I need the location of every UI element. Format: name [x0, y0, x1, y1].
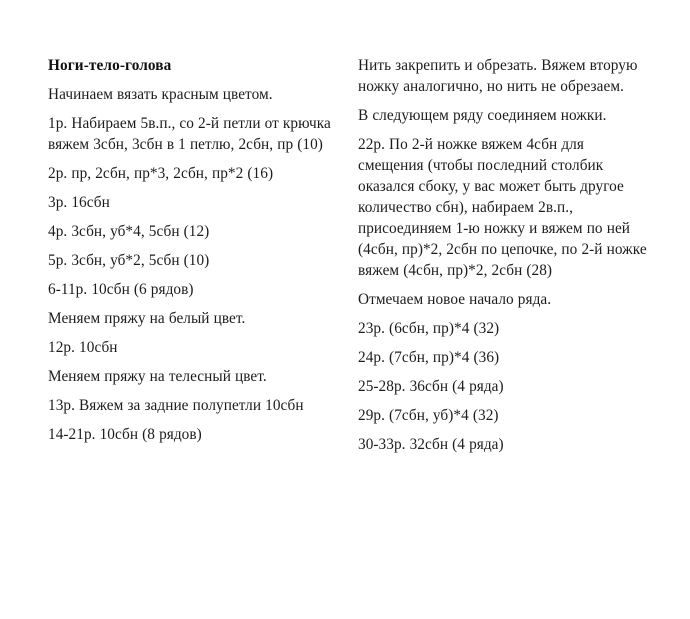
pattern-paragraph: 2р. пр, 2сбн, пр*3, 2сбн, пр*2 (16) [48, 165, 274, 182]
pattern-paragraph: Отмечаем новое начало ряда. [358, 291, 552, 308]
pattern-paragraph: Нить закрепить и обрезать. Вяжем вторую ножку аналогично, но нить не обрезаем. [358, 57, 638, 95]
pattern-paragraph: Начинаем вязать красным цветом. [48, 86, 273, 103]
pattern-paragraph: 12р. 10сбн [48, 339, 118, 356]
pattern-paragraph: 6-11р. 10сбн (6 рядов) [48, 281, 194, 298]
pattern-paragraph: В следующем ряду соединяем ножки. [358, 107, 607, 124]
pattern-paragraph: 4р. 3сбн, уб*4, 5сбн (12) [48, 223, 210, 240]
pattern-paragraph: 29р. (7сбн, уб)*4 (32) [358, 407, 499, 424]
left-column [48, 55, 336, 445]
pattern-paragraph: Меняем пряжу на телесный цвет. [48, 368, 267, 385]
pattern-paragraph: 30-33р. 32сбн (4 ряда) [358, 436, 504, 453]
pattern-paragraph: 13р. Вяжем за задние полупетли 10сбн [48, 397, 304, 414]
pattern-paragraph: 24р. (7сбн, пр)*4 (36) [358, 349, 500, 366]
pattern-paragraph: Меняем пряжу на белый цвет. [48, 310, 246, 327]
pattern-paragraph: 1р. Набираем 5в.п., со 2-й петли от крючка вяжем 3сбн, 3сбн в 1 петлю, 2сбн, пр (10) [48, 115, 331, 153]
pattern-paragraph: 22р. По 2-й ножке вяжем 4сбн для смещения (чтобы последний столбик оказался сбоку, у вас может быть другое количество сбн), набираем 2в.п., присоединяем 1-ю ножку и вяжем по ней (4сбн, пр)*2, 2сбн по цепочке, по 2-й ножке вяжем (4сбн, пр)*2, 2сбн (28) [358, 136, 647, 279]
pattern-paragraph: 25-28р. 36сбн (4 ряда) [358, 378, 504, 395]
page-title: Ноги-тело-голова [48, 57, 172, 74]
pattern-paragraph: 3р. 16сбн [48, 194, 110, 211]
pattern-paragraph: 14-21р. 10сбн (8 рядов) [48, 426, 202, 443]
pattern-paragraph: 5р. 3сбн, уб*2, 5сбн (10) [48, 252, 210, 269]
right-column [358, 55, 648, 455]
pattern-paragraph: 23р. (6сбн, пр)*4 (32) [358, 320, 500, 337]
two-column-layout [48, 55, 648, 455]
